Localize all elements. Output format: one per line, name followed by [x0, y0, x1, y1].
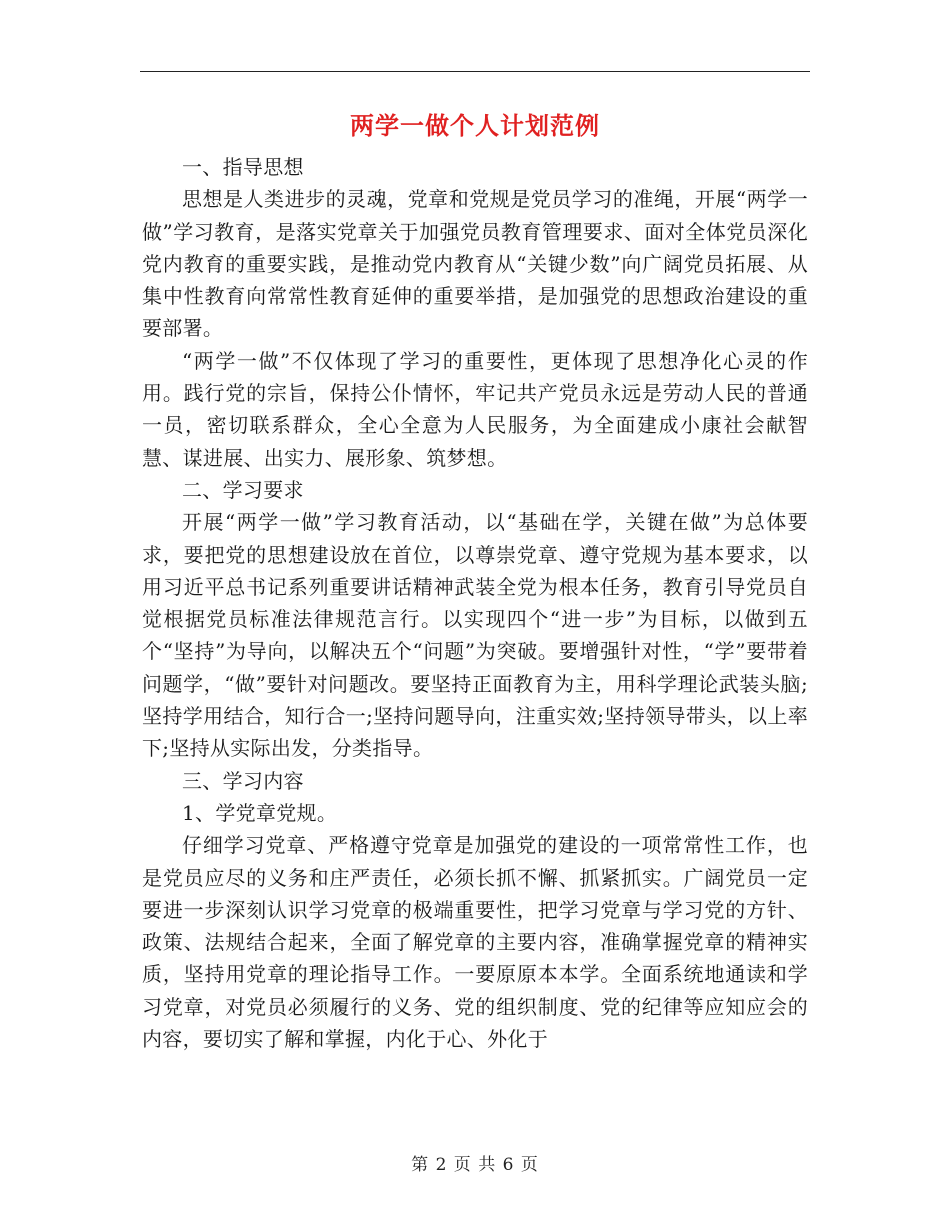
body-paragraph: 仔细学习党章、严格遵守党章是加强党的建设的一项常常性工作，也是党员应尽的义务和庄严责任，必须长抓不懈、抓紧抓实。广阔党员一定要进一步深刻认识学习党章的极端重要性，把学习党章与学习党的方针、政策、法规结合起来，全面了解党章的主要内容，准确掌握党章的精神实质，坚持用党章的理论指导工作。一要原原本本学。全面系统地通读和学习党章，对党员必须履行的义务、党的组织制度、党的纪律等应知应会的内容，要切实了解和掌握，内化于心、外化于	[142, 833, 808, 1052]
section-heading-study-requirements: 二、学习要求	[182, 477, 304, 502]
section-heading-study-content: 三、学习内容	[182, 768, 304, 793]
header-rule	[140, 71, 810, 72]
section-heading-guiding-thought: 一、指导思想	[182, 155, 304, 179]
subsection-heading-party-constitution: 1、学党章党规。	[182, 800, 338, 825]
document-title: 两学一做个人计划范例	[350, 111, 600, 140]
body-paragraph: “两学一做”不仅体现了学习的重要性，更体现了思想净化心灵的作用。践行党的宗旨，保持公仆情怀，牢记共产党员永远是劳动人民的普通一员，密切联系群众，全心全意为人民服务，为全面建成小康社会献智慧、谋进展、出实力、展形象、筑梦想。	[142, 348, 808, 470]
body-paragraph: 开展“两学一做”学习教育活动，以“基础在学，关键在做”为总体要求，要把党的思想建设放在首位，以尊崇党章、遵守党规为基本要求，以用习近平总书记系列重要讲话精神武装全党为根本任务，教育引导党员自觉根据党员标准法律规范言行。以实现四个“进一步”为目标，以做到五个“坚持”为导向，以解决五个“问题”为突破。要增强针对性，“学”要带着问题学，“做”要针对问题改。要坚持正面教育为主，用科学理论武装头脑;坚持学用结合，知行合一;坚持问题导向，注重实效;坚持领导带头，以上率下;坚持从实际出发，分类指导。	[142, 510, 808, 761]
document-body	[142, 151, 808, 1055]
body-paragraph: 思想是人类进步的灵魂，党章和党规是党员学习的准绳，开展“两学一做”学习教育，是落实党章关于加强党员教育管理要求、面对全体党员深化党内教育的重要实践，是推动党内教育从“关键少数”向广阔党员拓展、从集中性教育向常常性教育延伸的重要举措，是加强党的思想政治建设的重要部署。	[142, 187, 808, 341]
page-number: 第 2 页 共 6 页	[411, 1155, 539, 1175]
